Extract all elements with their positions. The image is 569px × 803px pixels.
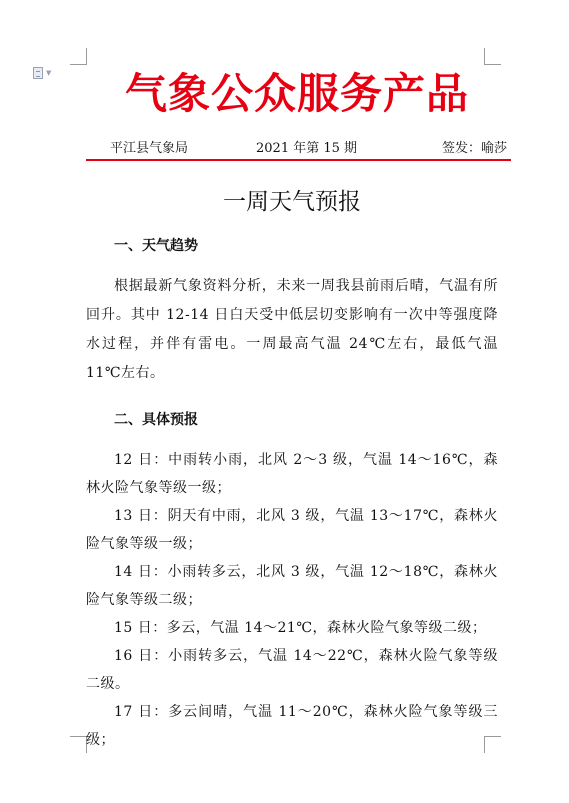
document-options-button[interactable] (33, 67, 51, 79)
banner-title: 气象公众服务产品 (124, 69, 469, 118)
section-heading-trend: 一、天气趋势 (114, 238, 198, 254)
section-heading-forecast: 二、具体预报 (114, 412, 198, 428)
page-margin-corner-bottom-left (70, 736, 87, 753)
issue-signer: 签发：喻莎 (441, 141, 507, 156)
trend-paragraph: 根据最新气象资料分析，未来一周我县前雨后晴，气温有所回升。其中 12-14 日白天受中低层切变影响有一次中等强度降水过程，并伴有雷电。一周最高气温 24℃左右，最低气温 11℃左右。 (86, 278, 498, 381)
issue-number: 2021 年第 15 期 (256, 141, 358, 156)
document-title: 一周天气预报 (223, 189, 361, 215)
forecast-item-14: 14 日：小雨转多云，北风 3 级，气温 12～18℃，森林火险气象等级二级； (86, 564, 498, 608)
issue-info-row (86, 140, 511, 158)
forecast-item-13: 13 日：阴天有中雨，北风 3 级，气温 13～17℃，森林火险气象等级一级； (86, 508, 498, 552)
forecast-item-15: 15 日：多云，气温 14～21℃，森林火险气象等级二级； (114, 620, 487, 636)
header-divider (86, 159, 511, 161)
forecast-item-16: 16 日：小雨转多云，气温 14～22℃，森林火险气象等级二级。 (86, 648, 498, 692)
document-body (86, 232, 498, 754)
page-margin-corner-top-left (70, 48, 87, 65)
forecast-item-17: 17 日：多云间晴，气温 11～20℃，森林火险气象等级三级； (86, 704, 498, 748)
issue-agency: 平江县气象局 (110, 141, 189, 156)
chevron-down-icon: ▼ (46, 69, 52, 77)
page-margin-corner-top-right (484, 48, 501, 65)
forecast-list (86, 446, 498, 754)
document-icon (33, 67, 43, 79)
forecast-item-12: 12 日：中雨转小雨，北风 2～3 级，气温 14～16℃，森林火险气象等级一级； (86, 452, 498, 496)
